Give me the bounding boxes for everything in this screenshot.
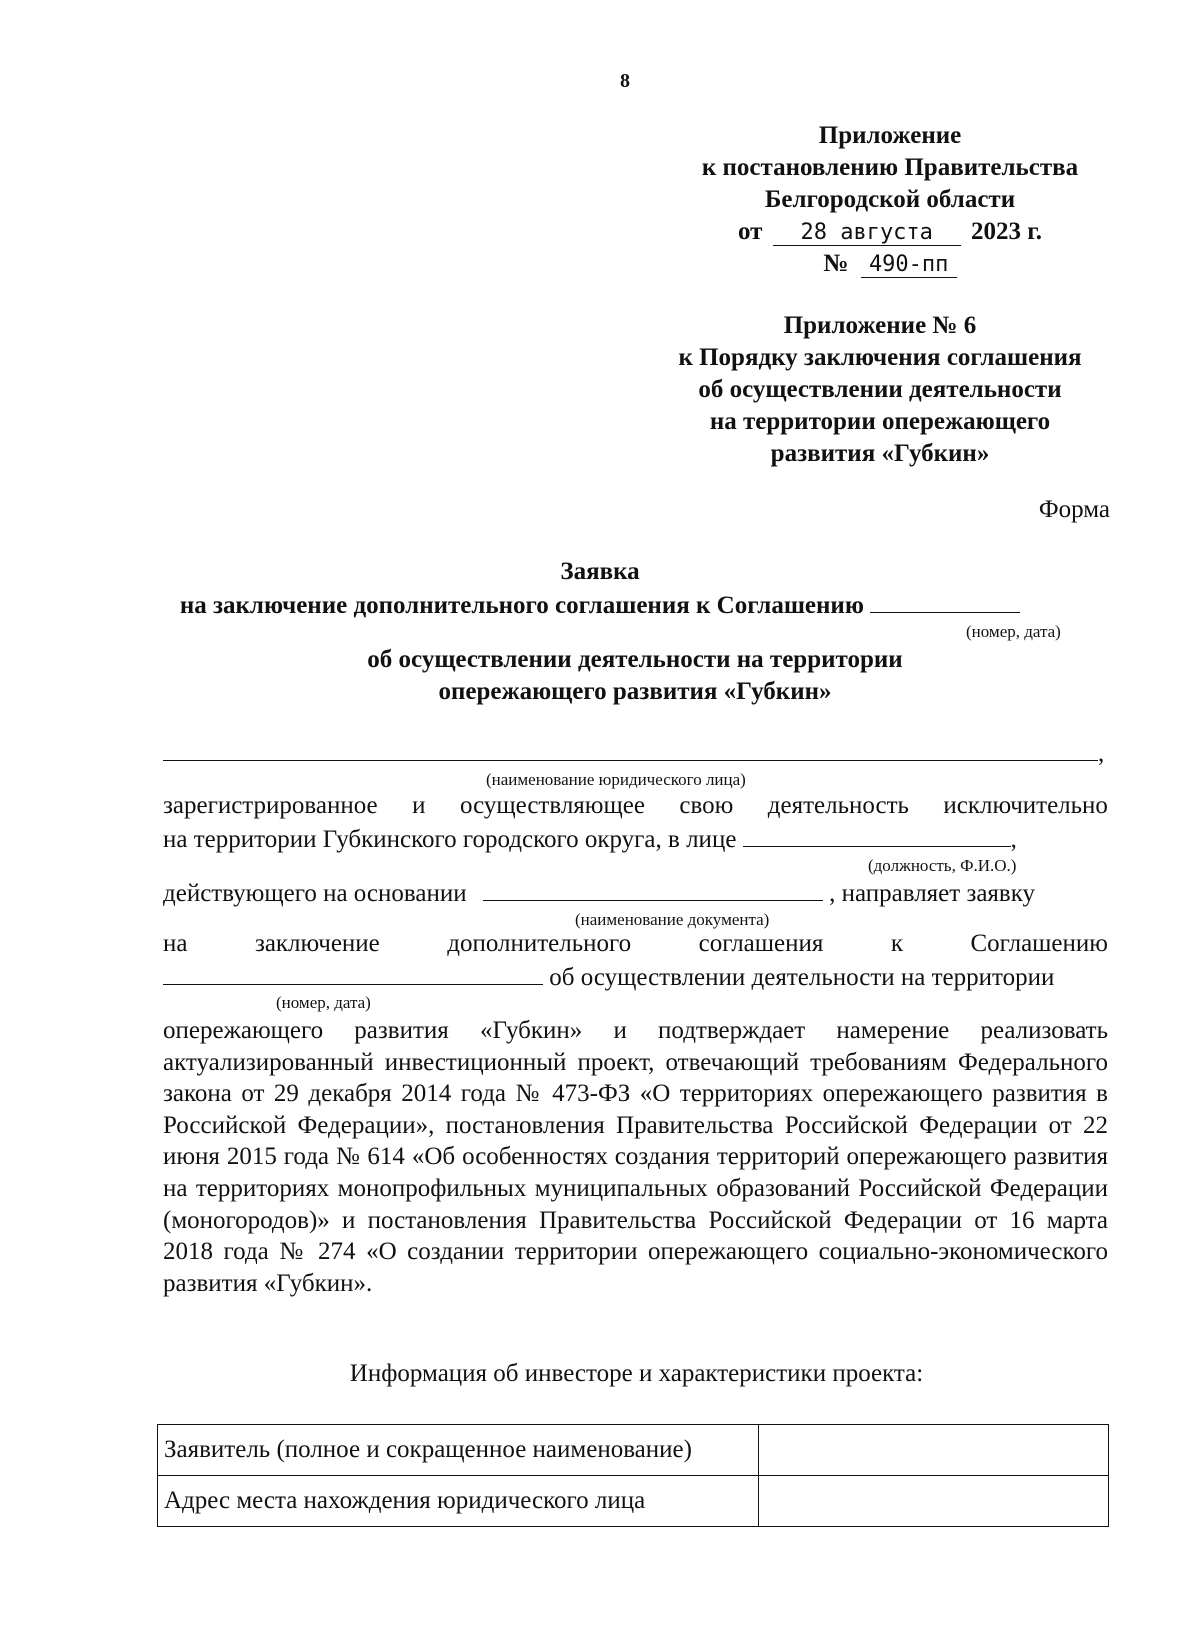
address-value-cell[interactable]	[759, 1476, 1109, 1527]
agreement-number-caption: (номер, дата)	[966, 622, 1061, 641]
body-paragraph: опережающего развития «Губкин» и подтверждает намерение реализовать актуализированный инвестиционный проект, отвечающий требованиям Федерального закона от 29 декабря 2014 года № 473-ФЗ «О территориях опережающего развития в Российской Федерации», постановления Правительства Российской Федерации от 22 июня 2015 года № 614 «Об особенностях создания территорий опережающего развития на территориях монопрофильных муниципальных образований Российской Федерации (моногородов)» и постановления Правительства Российской Федерации от 16 марта 2018 года № 274 «О создании территории опережающего социально-экономического развития «Губкин».	[163, 1017, 1108, 1297]
appendix-line-5: развития «Губкин»	[770, 440, 990, 467]
document-title: Заявка	[560, 558, 640, 585]
approval-line-region: Белгородской области	[764, 186, 1016, 213]
table-row	[158, 1476, 1109, 1527]
agreement-blank[interactable]	[163, 962, 543, 985]
applicant-value-cell[interactable]	[759, 1425, 1109, 1476]
word: заключение	[254, 930, 380, 957]
title-line-2	[0, 590, 1200, 620]
word: зарегистрированное	[163, 792, 378, 819]
approval-title: Приложение	[818, 122, 962, 149]
word: к	[890, 930, 903, 957]
acting-row	[163, 878, 1108, 908]
agreement-caption: (номер, дата)	[276, 993, 371, 1012]
territory-text: на территории Губкинского городского округа, в лице	[163, 826, 737, 853]
activity-row	[163, 962, 1108, 992]
appendix-block	[640, 310, 1120, 470]
word: на	[163, 930, 188, 957]
word: дополнительного	[447, 930, 632, 957]
applicant-label: Заявитель (полное и сокращенное наименование)	[158, 1425, 759, 1476]
entity-name-row	[163, 738, 1108, 770]
sends-text: , направляет заявку	[829, 880, 1036, 907]
title-line-3: об осуществлении деятельности на территории	[367, 646, 903, 673]
word: деятельность	[767, 792, 909, 819]
territory-row	[163, 824, 1108, 854]
date-prefix: от	[738, 218, 763, 245]
appendix-line-4: на территории опережающего	[709, 408, 1051, 435]
word: и	[412, 792, 426, 819]
position-blank[interactable]	[743, 824, 1011, 847]
registered-row	[163, 792, 1108, 820]
word: исключительно	[943, 792, 1108, 819]
approval-date-row	[660, 216, 1120, 248]
info-title: Информация об инвесторе и характеристики проекта:	[349, 1360, 924, 1387]
date-year: 2023 г.	[970, 218, 1042, 245]
page-number: 8	[620, 70, 630, 92]
document-blank[interactable]	[483, 878, 823, 901]
entity-name-blank[interactable]	[163, 738, 1098, 761]
position-caption: (должность, Ф.И.О.)	[868, 856, 1017, 875]
entity-comma: ,	[1098, 740, 1105, 767]
title-line-2-text: на заключение дополнительного соглашения к Соглашению	[179, 592, 864, 619]
conclusion-row	[163, 930, 1108, 958]
appendix-line-3: об осуществлении деятельности	[698, 376, 1062, 403]
word: свою	[679, 792, 734, 819]
agreement-number-blank[interactable]	[870, 590, 1020, 613]
number-field[interactable]: 490-пп	[861, 253, 957, 278]
investor-info-table	[157, 1424, 1109, 1527]
number-prefix: №	[823, 250, 849, 277]
appendix-line-2: к Порядку заключения соглашения	[678, 344, 1082, 371]
date-field[interactable]: 28 августа	[773, 221, 961, 246]
appendix-title: Приложение № 6	[783, 312, 977, 339]
title-line-4: опережающего развития «Губкин»	[438, 678, 832, 705]
approval-number-row	[660, 248, 1120, 280]
entity-name-caption: (наименование юридического лица)	[486, 770, 746, 789]
acting-text: действующего на основании	[163, 880, 467, 907]
document-caption: (наименование документа)	[575, 910, 770, 929]
activity-text: об осуществлении деятельности на территории	[549, 964, 1055, 991]
address-label: Адрес места нахождения юридического лица	[158, 1476, 759, 1527]
word: Соглашению	[970, 930, 1108, 957]
approval-line-resolution: к постановлению Правительства	[701, 154, 1079, 181]
approval-block	[660, 120, 1120, 280]
territory-comma: ,	[1010, 826, 1017, 853]
form-label: Форма	[1038, 496, 1110, 523]
word: осуществляющее	[459, 792, 645, 819]
word: соглашения	[698, 930, 824, 957]
table-row	[158, 1425, 1109, 1476]
